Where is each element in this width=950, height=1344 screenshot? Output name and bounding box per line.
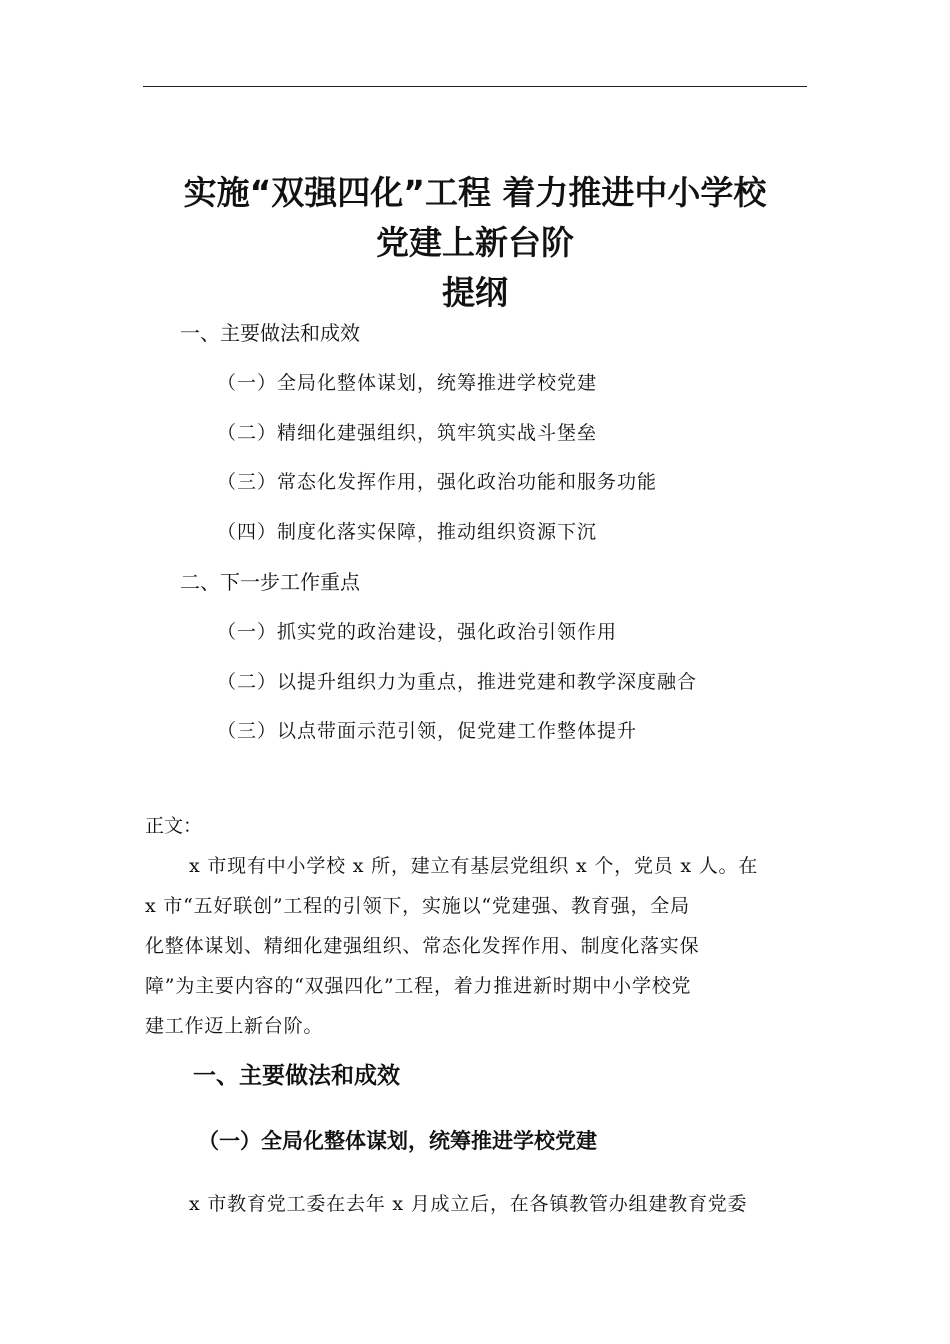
- outline-item: （三）以点带面示范引领，促党建工作整体提升: [217, 720, 638, 742]
- outline-item: （二）精细化建强组织，筑牢筑实战斗堡垒: [217, 422, 598, 444]
- outline-item: （四）制度化落实保障，推动组织资源下沉: [217, 521, 598, 543]
- title-line-3: 提纲: [442, 273, 508, 312]
- body-line: 建工作迈上新台阶。: [145, 1015, 324, 1037]
- outline-item: （一）全局化整体谋划，统筹推进学校党建: [217, 372, 598, 394]
- document-title: [143, 168, 807, 318]
- body-line: x 市现有中小学校 x 所，建立有基层党组织 x 个，党员 x 人。在: [189, 855, 759, 877]
- body-label: 正文：: [145, 815, 203, 837]
- body-line: x 市“五好联创”工程的引领下，实施以“党建强、教育强，全局: [145, 895, 690, 917]
- body-paragraph: [145, 846, 807, 1046]
- title-line-1: 实施“双强四化”工程 着力推进中小学校: [183, 173, 767, 212]
- outline-section2-heading: 二、下一步工作重点: [180, 570, 360, 594]
- outline-item: （二）以提升组织力为重点，推进党建和教学深度融合: [217, 671, 698, 693]
- outline-section1-heading: 一、主要做法和成效: [180, 321, 360, 345]
- header-rule: [143, 86, 807, 87]
- body-line: 障”为主要内容的“双强四化”工程，着力推进新时期中小学校党: [145, 975, 692, 997]
- subsection-heading: （一）全局化整体谋划，统筹推进学校党建: [198, 1128, 597, 1153]
- outline-item: （三）常态化发挥作用，强化政治功能和服务功能: [217, 471, 658, 493]
- body-paragraph-start: x 市教育党工委在去年 x 月成立后，在各镇教管办组建教育党委: [189, 1193, 748, 1215]
- body-line: 化整体谋划、精细化建强组织、常态化发挥作用、制度化落实保: [145, 935, 700, 957]
- outline-item: （一）抓实党的政治建设，强化政治引领作用: [217, 621, 618, 643]
- section-heading: 一、主要做法和成效: [193, 1063, 400, 1089]
- title-line-2: 党建上新台阶: [376, 223, 574, 262]
